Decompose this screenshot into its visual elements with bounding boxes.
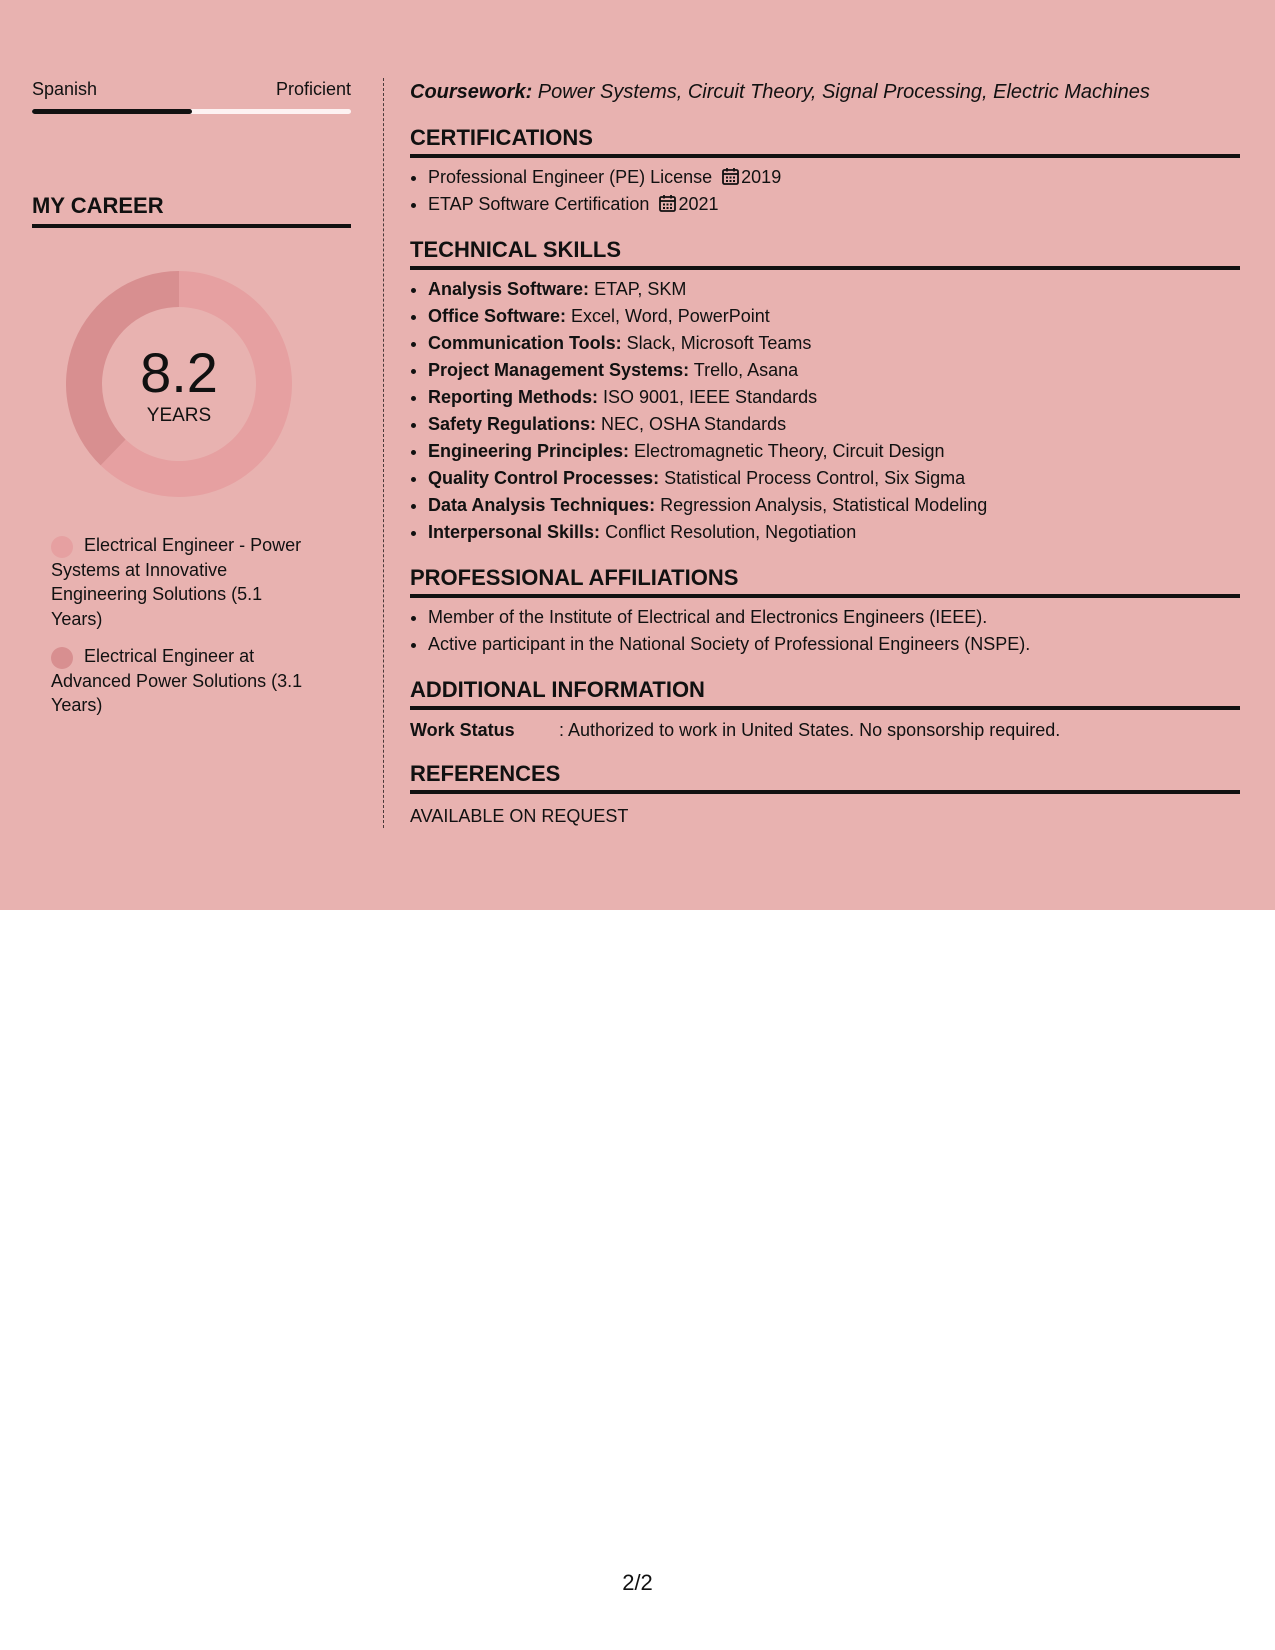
coursework-line — [410, 78, 1240, 106]
skill-value: Statistical Process Control, Six Sigma — [659, 468, 966, 488]
skill-value: ETAP, SKM — [589, 279, 687, 299]
language-row — [32, 78, 351, 100]
skill-label: Project Management Systems: — [428, 360, 690, 380]
work-status-value: : Authorized to work in United States. No sponsorship required. — [559, 720, 1061, 740]
skill-item — [428, 303, 1240, 330]
left-column — [32, 78, 351, 731]
page-number: 2/2 — [622, 1570, 653, 1595]
skill-item — [428, 384, 1240, 411]
donut-center — [66, 271, 292, 497]
skill-label: Communication Tools: — [428, 333, 622, 353]
skill-value: Regression Analysis, Statistical Modeling — [655, 495, 988, 515]
career-donut-chart — [66, 271, 292, 497]
skill-label: Quality Control Processes: — [428, 468, 660, 488]
skill-label: Reporting Methods: — [428, 387, 598, 407]
skill-item — [428, 519, 1240, 546]
career-legend-item — [51, 533, 316, 631]
coursework-label: Coursework: — [410, 81, 533, 103]
skill-value: Trello, Asana — [689, 360, 799, 380]
career-legend-label: Electrical Engineer at Advanced Power Solutions (3.1 Years) — [51, 646, 303, 715]
skill-item — [428, 492, 1240, 519]
additional-info-heading: ADDITIONAL INFORMATION — [410, 676, 1240, 710]
skill-label: Engineering Principles: — [428, 441, 630, 461]
skill-value: Excel, Word, PowerPoint — [566, 306, 770, 326]
skill-value: Electromagnetic Theory, Circuit Design — [629, 441, 945, 461]
skill-value: NEC, OSHA Standards — [596, 414, 787, 434]
column-divider — [383, 78, 384, 828]
certification-year: 2021 — [678, 194, 719, 214]
coursework-text: Power Systems, Circuit Theory, Signal Processing, Electric Machines — [532, 81, 1150, 103]
work-status-label: Work Status — [410, 720, 515, 740]
language-proficiency-bar — [32, 109, 351, 114]
language-level: Proficient — [275, 79, 351, 99]
certification-year: 2019 — [741, 167, 782, 187]
legend-dot-icon — [51, 536, 73, 558]
certification-name: ETAP Software Certification — [428, 194, 650, 214]
language-proficiency-fill — [32, 109, 192, 114]
certification-item — [428, 164, 1240, 191]
total-years-unit: YEARS — [146, 405, 212, 426]
certifications-heading: CERTIFICATIONS — [410, 124, 1240, 158]
skill-label: Interpersonal Skills: — [428, 522, 601, 542]
language-name: Spanish — [32, 79, 98, 99]
skill-value: Conflict Resolution, Negotiation — [600, 522, 857, 542]
technical-skills-heading: TECHNICAL SKILLS — [410, 236, 1240, 270]
legend-dot-icon — [51, 647, 73, 669]
skill-label: Safety Regulations: — [428, 414, 597, 434]
total-years-value: 8.2 — [140, 341, 218, 404]
skill-item — [428, 276, 1240, 303]
skill-value: Slack, Microsoft Teams — [621, 333, 812, 353]
skill-label: Data Analysis Techniques: — [428, 495, 656, 515]
certification-item — [428, 191, 1240, 218]
affiliation-item: • Active participant in the National Society of Professional Engineers (NSPE). — [428, 631, 1240, 658]
skill-item — [428, 330, 1240, 357]
certifications-list — [410, 164, 1240, 218]
certification-name: Professional Engineer (PE) License — [428, 167, 713, 187]
career-legend-label: Electrical Engineer - Power Systems at Innovative Engineering Solutions (5.1 Years) — [51, 535, 302, 629]
career-legend — [51, 533, 316, 718]
right-column — [410, 78, 1240, 828]
skill-item — [428, 465, 1240, 492]
references-text: AVAILABLE ON REQUEST — [410, 806, 629, 826]
references-heading: REFERENCES — [410, 760, 1240, 794]
affiliations-list — [410, 604, 1240, 658]
affiliations-heading: PROFESSIONAL AFFILIATIONS — [410, 564, 1240, 598]
calendar-icon — [722, 167, 739, 185]
skill-item — [428, 438, 1240, 465]
skill-item — [428, 357, 1240, 384]
skill-label: Office Software: — [428, 306, 567, 326]
calendar-icon — [659, 194, 676, 212]
work-status-row — [410, 718, 1240, 742]
skill-label: Analysis Software: — [428, 279, 590, 299]
technical-skills-list — [410, 276, 1240, 546]
career-heading: MY CAREER — [32, 192, 351, 228]
skill-value: ISO 9001, IEEE Standards — [597, 387, 818, 407]
affiliation-item: • Member of the Institute of Electrical and Electronics Engineers (IEEE). — [428, 604, 1240, 631]
skill-item — [428, 411, 1240, 438]
career-legend-item — [51, 644, 316, 718]
